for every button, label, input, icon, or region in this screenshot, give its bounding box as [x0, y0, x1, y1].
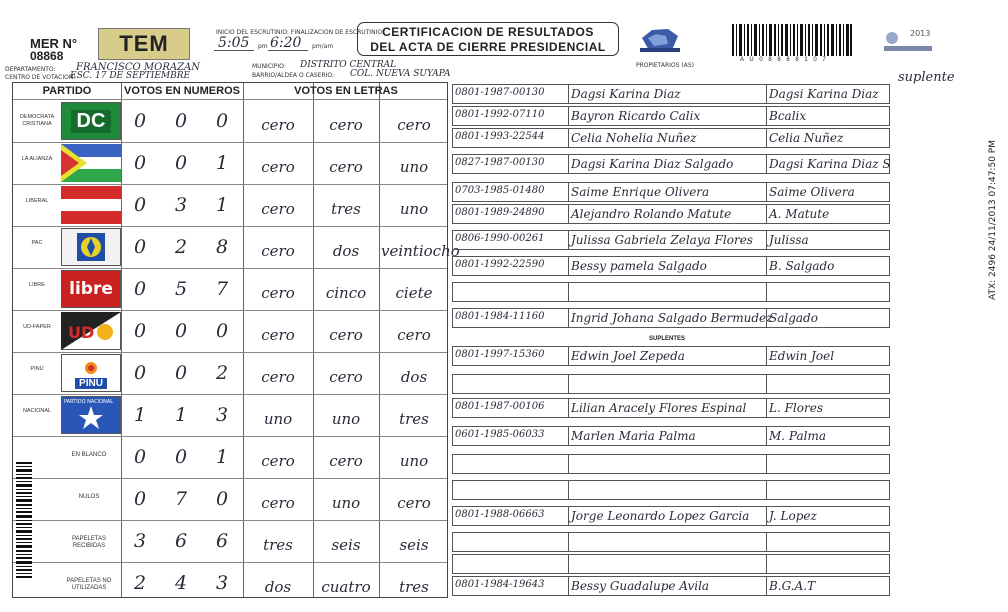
vote-digit: 4 — [174, 572, 188, 594]
member-name-cell[interactable] — [568, 426, 766, 446]
member-id: 0601-1985-06033 — [455, 429, 545, 440]
member-sig: A. Matute — [769, 207, 830, 221]
member-sig-cell[interactable] — [766, 346, 890, 366]
time-start: 5:05 — [218, 35, 250, 51]
member-id: 0703-1985-01480 — [455, 185, 545, 196]
vote-word: uno — [399, 158, 429, 176]
member-sig-cell[interactable] — [766, 128, 890, 148]
vote-word: tres — [263, 536, 293, 554]
tem-badge: TEM — [98, 28, 190, 60]
member-id-cell[interactable] — [452, 308, 568, 328]
suplentes-heading: SUPLENTES — [648, 336, 685, 342]
vote-digit: 3 — [215, 572, 229, 594]
member-id-cell[interactable] — [452, 374, 568, 394]
member-id-cell[interactable] — [452, 398, 568, 418]
member-sig-cell[interactable] — [766, 576, 890, 596]
vote-word: ciete — [395, 284, 433, 302]
member-name: Bessy pamela Salgado — [571, 259, 707, 273]
vote-digit: 3 — [215, 404, 229, 426]
vote-word: cero — [397, 116, 431, 134]
vote-word: veintiocho — [381, 242, 460, 260]
col-partido-header: PARTIDO — [42, 85, 92, 97]
member-row — [452, 204, 890, 224]
vote-word: cero — [261, 116, 295, 134]
vote-word: seis — [331, 536, 361, 554]
member-row — [452, 128, 890, 148]
member-id-cell[interactable] — [452, 576, 568, 596]
vote-word: cero — [261, 200, 295, 218]
member-name-cell[interactable] — [568, 154, 766, 174]
member-row — [452, 426, 890, 446]
member-sig: Celia Nuñez — [769, 131, 844, 145]
member-name-cell[interactable] — [568, 398, 766, 418]
vote-digit: 0 — [133, 362, 147, 384]
vote-word: cero — [261, 284, 295, 302]
vote-digit: 0 — [174, 152, 188, 174]
vote-word: cero — [329, 326, 363, 344]
member-id-cell[interactable] — [452, 256, 568, 276]
member-sig: J. Lopez — [769, 509, 817, 523]
vote-word: cero — [261, 158, 295, 176]
vote-word: uno — [399, 200, 429, 218]
vote-digit: 0 — [215, 320, 229, 342]
vote-digit: 1 — [215, 194, 229, 216]
party-logo-libre — [61, 270, 121, 308]
party-logo-alianza — [61, 144, 121, 182]
member-sig-cell[interactable] — [766, 532, 890, 552]
transmission-stamp: ATX: 2496 24/11/2013 07:47:50 PM — [988, 140, 998, 300]
member-id-cell[interactable] — [452, 106, 568, 126]
vote-digit: 1 — [215, 152, 229, 174]
member-sig-cell[interactable] — [766, 256, 890, 276]
vote-digit: 6 — [215, 530, 229, 552]
member-row — [452, 182, 890, 202]
member-id: 0801-1992-07110 — [455, 109, 545, 120]
svg-text:2013: 2013 — [910, 29, 931, 38]
member-name-cell[interactable] — [568, 532, 766, 552]
member-row — [452, 106, 890, 126]
vote-word: uno — [331, 494, 361, 512]
member-id: 0801-1987-00106 — [455, 401, 545, 412]
vote-digit: 5 — [174, 278, 188, 300]
nacional-logo-text: PARTIDO NACIONAL — [64, 399, 114, 405]
member-name-cell[interactable] — [568, 374, 766, 394]
member-id-cell[interactable] — [452, 346, 568, 366]
member-id: 0806-1990-00261 — [455, 233, 545, 244]
vote-word: tres — [331, 200, 361, 218]
member-id-cell[interactable] — [452, 454, 568, 474]
mer-label: MER N° — [30, 36, 78, 51]
centro-value: ESC. 17 DE SEPTIEMBRE — [70, 71, 191, 81]
vote-word: dos — [400, 368, 428, 386]
departamento-label: DEPARTAMENTO: — [5, 66, 56, 73]
member-sig: B. Salgado — [769, 259, 835, 273]
member-id: 0801-1987-00130 — [455, 87, 545, 98]
vote-digit: 1 — [133, 404, 147, 426]
member-id-cell[interactable] — [452, 84, 568, 104]
member-sig: Dagsi Karina Diaz — [769, 87, 879, 101]
vote-digit: 0 — [174, 320, 188, 342]
member-sig-cell[interactable] — [766, 308, 890, 328]
vote-digit: 0 — [133, 320, 147, 342]
special-row-label: NULOS — [78, 494, 100, 500]
member-name-cell[interactable] — [568, 346, 766, 366]
inicio-label: INICIO DEL ESCRUTINIO: FINALIZACION DE ESCRUTINIO: — [216, 29, 384, 36]
barcode-top-icon — [732, 24, 852, 56]
vote-word: cinco — [325, 284, 367, 302]
member-name-cell[interactable] — [568, 454, 766, 474]
ud-logo-text: UD — [68, 323, 95, 342]
member-id-cell[interactable] — [452, 154, 568, 174]
member-row — [452, 554, 890, 574]
special-row-label: PAPELETAS RECIBIDAS — [71, 536, 107, 549]
member-row — [452, 84, 890, 104]
vote-word: uno — [399, 452, 429, 470]
vote-digit: 0 — [133, 152, 147, 174]
vote-digit: 0 — [133, 110, 147, 132]
member-name-cell[interactable] — [568, 308, 773, 328]
certification-title — [357, 22, 619, 56]
party-name: UD-FAPER — [23, 324, 51, 330]
vote-word: cero — [329, 368, 363, 386]
municipio-value: DISTRITO CENTRAL — [300, 60, 397, 70]
vote-word: cero — [261, 452, 295, 470]
vote-digit: 6 — [174, 530, 188, 552]
member-row — [452, 346, 890, 366]
party-logo-dc — [61, 102, 121, 140]
member-sig: Bcalix — [769, 109, 807, 123]
cert-line-1: CERTIFICACION DE RESULTADOS — [382, 25, 594, 39]
member-id: 0801-1984-11160 — [455, 311, 545, 322]
col-numeros-header: VOTOS EN NUMEROS — [124, 85, 240, 97]
vote-digit: 0 — [133, 278, 147, 300]
member-sig-cell[interactable] — [766, 182, 890, 202]
time-end: 6:20 — [270, 35, 302, 51]
member-id: 0801-1988-06663 — [455, 509, 545, 520]
member-sig-cell[interactable] — [766, 426, 890, 446]
party-logo-pinu — [61, 354, 121, 392]
barrio-value: COL. NUEVA SUYAPA — [350, 69, 451, 79]
vote-word: cero — [261, 494, 295, 512]
vote-digit: 0 — [174, 362, 188, 384]
time-fields — [214, 37, 334, 51]
time-pm: pm — [258, 43, 268, 50]
member-id-cell[interactable] — [452, 204, 568, 224]
member-sig: Dagsi Karina Diaz S — [769, 157, 891, 171]
vote-digit: 1 — [174, 404, 188, 426]
member-sig-cell[interactable] — [766, 204, 890, 224]
member-name: Alejandro Rolando Matute — [571, 207, 732, 221]
tse-logo-icon — [638, 24, 682, 56]
member-id: 0801-1993-22544 — [455, 131, 545, 142]
party-logo-liberal — [61, 186, 121, 224]
member-id-cell[interactable] — [452, 426, 568, 446]
vote-word: tres — [399, 410, 429, 428]
member-name-cell[interactable] — [568, 84, 766, 104]
vote-word: cero — [329, 452, 363, 470]
libre-logo-text: libre — [69, 279, 113, 299]
barrio-label: BARRIO/ALDEA O CASERIO: — [252, 72, 335, 79]
member-name-cell[interactable] — [568, 106, 766, 126]
vote-word: cero — [261, 242, 295, 260]
vote-word: uno — [263, 410, 293, 428]
member-row — [452, 256, 890, 276]
member-sig-cell[interactable] — [766, 230, 890, 250]
dc-logo-text: DC — [71, 110, 112, 133]
party-name: PINU — [30, 366, 44, 372]
vote-word: dos — [332, 242, 360, 260]
member-row — [452, 230, 890, 250]
member-id: 0827-1987-00130 — [455, 157, 545, 168]
barcode-number: A U 0 8 8 6 8 1 0 7 — [740, 57, 828, 63]
vote-digit: 3 — [133, 530, 147, 552]
member-id: 0801-1989-24890 — [455, 207, 545, 218]
member-id: 0801-1984-19643 — [455, 579, 545, 590]
vote-digit: 1 — [215, 446, 229, 468]
party-name: LIBRE — [29, 282, 45, 288]
special-row-label: EN BLANCO — [71, 452, 107, 458]
vote-word: tres — [399, 578, 429, 596]
suplente-annotation: suplente — [898, 70, 955, 85]
propietarios-label: PROPIETARIOS (AS) — [636, 62, 694, 69]
vote-word: cero — [397, 326, 431, 344]
member-sig-cell[interactable] — [766, 154, 890, 174]
departamento-value: FRANCISCO MORAZAN — [76, 62, 201, 73]
member-id: 0801-1992-22590 — [455, 259, 545, 270]
vote-word: dos — [264, 578, 292, 596]
party-logo-nacional — [61, 396, 121, 434]
time-pm-end: pm/am — [312, 43, 334, 50]
elecciones-logo-icon — [880, 26, 936, 56]
member-name: Jorge Leonardo Lopez Garcia — [571, 509, 750, 523]
party-name: PAC — [31, 240, 43, 246]
party-name: NACIONAL — [22, 408, 52, 414]
vote-digit: 7 — [174, 488, 188, 510]
member-sig: Edwin Joel — [769, 349, 835, 363]
vote-digit: 3 — [174, 194, 188, 216]
member-row — [452, 532, 890, 552]
member-sig: Saime Olivera — [769, 185, 855, 199]
member-name-cell[interactable] — [568, 128, 766, 148]
member-sig-cell[interactable] — [766, 84, 890, 104]
cert-line-2: DEL ACTA DE CIERRE PRESIDENCIAL — [370, 40, 606, 54]
municipio-label: MUNICIPIO: — [252, 63, 286, 70]
member-name-cell[interactable] — [568, 576, 766, 596]
member-name: Lilian Aracely Flores Espinal — [571, 401, 747, 415]
member-name-cell[interactable] — [568, 204, 766, 224]
member-name: Edwin Joel Zepeda — [571, 349, 685, 363]
member-sig-cell[interactable] — [766, 282, 890, 302]
vote-digit: 0 — [133, 446, 147, 468]
member-id-cell[interactable] — [452, 480, 568, 500]
member-sig: L. Flores — [769, 401, 823, 415]
member-row — [452, 308, 890, 328]
member-sig-cell[interactable] — [766, 506, 890, 526]
member-name-cell[interactable] — [568, 256, 766, 276]
vote-word: cero — [261, 326, 295, 344]
member-id-cell[interactable] — [452, 282, 568, 302]
member-sig: Salgado — [769, 311, 818, 325]
member-name-cell[interactable] — [568, 282, 766, 302]
barcode-left-icon — [16, 462, 32, 578]
vote-digit: 2 — [215, 362, 229, 384]
member-name-cell[interactable] — [568, 182, 766, 202]
member-row — [452, 374, 890, 394]
member-row — [452, 398, 890, 418]
member-sig-cell[interactable] — [766, 398, 890, 418]
vote-digit: 0 — [133, 236, 147, 258]
member-sig-cell[interactable] — [766, 374, 890, 394]
member-id-cell[interactable] — [452, 506, 568, 526]
member-sig-cell[interactable] — [766, 106, 890, 126]
vote-digit: 0 — [174, 110, 188, 132]
vote-digit: 0 — [133, 194, 147, 216]
vote-word: uno — [331, 410, 361, 428]
vote-word: seis — [399, 536, 429, 554]
member-name: Celia Nohelia Nuñez — [571, 131, 697, 145]
member-name-cell[interactable] — [568, 554, 766, 574]
member-id-cell[interactable] — [452, 532, 568, 552]
pinu-logo-text: PINU — [75, 378, 107, 389]
vote-word: cero — [329, 116, 363, 134]
col-letras-header: VOTOS EN LETRAS — [294, 85, 398, 97]
vote-digit: 2 — [174, 236, 188, 258]
member-name: Bessy Guadalupe Avila — [571, 579, 710, 593]
member-name: Dagsi Karina Diaz Salgado — [571, 157, 734, 171]
member-sig-cell[interactable] — [766, 454, 890, 474]
vote-digit: 0 — [133, 488, 147, 510]
member-id-cell[interactable] — [452, 554, 568, 574]
vote-digit: 2 — [133, 572, 147, 594]
vote-word: cero — [261, 368, 295, 386]
member-sig-cell[interactable] — [766, 554, 890, 574]
member-id-cell[interactable] — [452, 182, 568, 202]
member-id-cell[interactable] — [452, 230, 568, 250]
member-row — [452, 576, 890, 596]
member-id-cell[interactable] — [452, 128, 568, 148]
member-row — [452, 506, 890, 526]
party-name: DEMOCRATA CRISTIANA — [19, 114, 55, 127]
special-row-label: PAPELETAS NO UTILIZADAS — [66, 578, 112, 591]
mer-number: 08868 — [30, 49, 64, 63]
party-logo-ud — [61, 312, 121, 350]
member-sig-cell[interactable] — [766, 480, 890, 500]
member-row — [452, 454, 890, 474]
member-name: Dagsi Karina Diaz — [571, 87, 681, 101]
vote-word: cuatro — [321, 578, 371, 596]
party-name: LIBERAL — [25, 198, 49, 204]
vote-digit: 0 — [174, 446, 188, 468]
party-logo-pac — [61, 228, 121, 266]
member-name-cell[interactable] — [568, 506, 766, 526]
member-sig: M. Palma — [769, 429, 826, 443]
vote-word: cero — [329, 158, 363, 176]
member-row — [452, 154, 890, 174]
vote-digit: 7 — [215, 278, 229, 300]
member-name-cell[interactable] — [568, 480, 766, 500]
members-table — [452, 82, 890, 598]
vote-word: cero — [397, 494, 431, 512]
vote-digit: 0 — [215, 110, 229, 132]
member-id: 0801-1997-15360 — [455, 349, 545, 360]
vote-digit: 8 — [215, 236, 229, 258]
votes-table — [12, 82, 460, 598]
member-name: Saime Enrique Olivera — [571, 185, 710, 199]
vote-digit: 0 — [215, 488, 229, 510]
member-name: Ingrid Johana Salgado Bermudez — [571, 311, 773, 325]
member-row — [452, 282, 890, 302]
member-name: Julissa Gabriela Zelaya Flores — [571, 233, 753, 247]
member-sig: B.G.A.T — [769, 579, 816, 593]
centro-label: CENTRO DE VOTACION: — [5, 74, 76, 81]
member-name: Bayron Ricardo Calix — [571, 109, 701, 123]
member-sig: Julissa — [769, 233, 809, 247]
member-name-cell[interactable] — [568, 230, 766, 250]
party-name: LA ALIANZA — [21, 156, 53, 162]
member-row — [452, 480, 890, 500]
member-name: Marlen Maria Palma — [571, 429, 696, 443]
